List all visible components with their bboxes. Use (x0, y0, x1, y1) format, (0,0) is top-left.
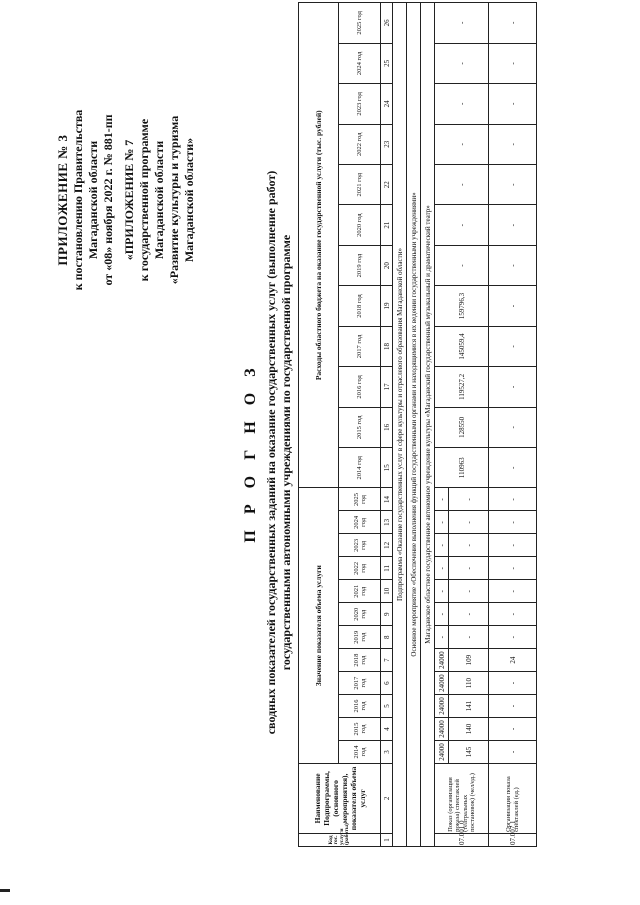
volume-cell: - (489, 740, 537, 763)
column-number: 17 (381, 367, 393, 407)
volume-cell: - (449, 534, 489, 557)
header-year: 2015 год (339, 407, 381, 447)
volume-cell: - (489, 603, 537, 626)
forecast-table (298, 2, 537, 847)
column-number: 26 (381, 3, 393, 44)
volume-cell: - (435, 557, 449, 580)
column-number: 25 (381, 43, 393, 83)
institution-row: Магаданское областное государственное автономное учреждение культуры «Магаданский государственный музыкальный и драматический театр» (421, 3, 435, 847)
row-name: Организация показа спектаклей (ед.) (489, 763, 537, 833)
volume-cell: 145 (449, 740, 489, 763)
volume-cell: 24000 (435, 695, 449, 718)
header-year: 2015 год (339, 718, 381, 741)
volume-cell: 141 (449, 695, 489, 718)
column-number: 11 (381, 557, 393, 580)
header-line: «Развитие культуры и туризма (167, 115, 182, 285)
header-year: 2023 год (339, 534, 381, 557)
column-number: 14 (381, 488, 393, 511)
budget-cell: - (489, 245, 537, 285)
volume-cell: - (435, 603, 449, 626)
header-code-label: Код гос. услуги (работы) (327, 823, 350, 845)
budget-cell: - (489, 164, 537, 204)
column-number: 20 (381, 245, 393, 285)
budget-cell: - (489, 286, 537, 326)
volume-cell: - (435, 534, 449, 557)
volume-cell: - (449, 580, 489, 603)
header-name: Наименование Подпрограммы, (основного мероприятия), показателя объема услуг (299, 763, 381, 833)
header-year: 2017 год (339, 672, 381, 695)
header-year: 2024 год (339, 43, 381, 83)
volume-cell: - (489, 695, 537, 718)
volume-cell: - (449, 626, 489, 649)
budget-cell: - (489, 84, 537, 124)
header-year: 2025 год (339, 488, 381, 511)
volume-cell: 24000 (435, 649, 449, 672)
header-line: от «08» ноября 2022 г. № 881-пп (101, 114, 116, 286)
header-year: 2021 год (339, 580, 381, 603)
volume-cell: - (489, 672, 537, 695)
column-number: 7 (381, 649, 393, 672)
budget-cell: - (435, 3, 489, 44)
volume-cell: - (489, 580, 537, 603)
document-title: П Р О Г Н О З (242, 362, 259, 543)
header-year: 2019 год (339, 626, 381, 649)
table-row (421, 3, 435, 847)
budget-cell: - (489, 326, 537, 366)
document-subtitle: государственными автономными учреждениями по государственной программе (279, 234, 293, 671)
column-number: 13 (381, 511, 393, 534)
budget-cell: - (489, 3, 537, 44)
budget-cell: - (435, 84, 489, 124)
column-number: 21 (381, 205, 393, 245)
header-year: 2022 год (339, 557, 381, 580)
document-header (55, 35, 197, 365)
volume-cell: - (449, 603, 489, 626)
header-year: 2018 год (339, 286, 381, 326)
column-number: 15 (381, 448, 393, 488)
column-number: 19 (381, 286, 393, 326)
document-subtitle: сводных показателей государственных заданий на оказание государственных услуг (выполнение работ) (264, 170, 278, 735)
volume-cell: - (489, 718, 537, 741)
budget-cell: - (489, 205, 537, 245)
header-year: 2024 год (339, 511, 381, 534)
table-row (393, 3, 407, 847)
column-number: 5 (381, 695, 393, 718)
header-year: 2025 год (339, 3, 381, 44)
column-number: 3 (381, 740, 393, 763)
budget-cell: - (489, 448, 537, 488)
column-number: 16 (381, 407, 393, 447)
header-code (299, 823, 381, 846)
volume-cell: 24000 (435, 672, 449, 695)
budget-cell: - (435, 124, 489, 164)
column-number-row (381, 3, 393, 847)
column-number: 8 (381, 626, 393, 649)
header-year: 2014 год (339, 448, 381, 488)
volume-cell: - (435, 626, 449, 649)
budget-cell: - (489, 367, 537, 407)
budget-cell: 128550 (435, 407, 489, 447)
column-number: 18 (381, 326, 393, 366)
volume-cell: 24000 (435, 740, 449, 763)
row-name: Показ (организация показа) спектаклей (театральных постановок) (чел/ед.) (435, 763, 489, 833)
volume-cell: 140 (449, 718, 489, 741)
table-row (489, 3, 537, 847)
column-number: 10 (381, 580, 393, 603)
appendix-number-2: «ПРИЛОЖЕНИЕ № 7 (122, 139, 137, 261)
year-header-row (339, 3, 381, 847)
column-number: 1 (381, 833, 393, 846)
appendix-number: ПРИЛОЖЕНИЕ № 3 (55, 134, 70, 266)
header-year: 2018 год (339, 649, 381, 672)
volume-cell: 110 (449, 672, 489, 695)
volume-cell: - (435, 488, 449, 511)
header-year: 2022 год (339, 124, 381, 164)
header-year: 2014 год (339, 740, 381, 763)
column-number: 9 (381, 603, 393, 626)
header-year: 2020 год (339, 603, 381, 626)
header-line: к государственной программе (137, 118, 152, 282)
budget-cell: 119527,2 (435, 367, 489, 407)
volume-cell: - (449, 557, 489, 580)
header-year: 2023 год (339, 84, 381, 124)
column-number: 12 (381, 534, 393, 557)
row-code: 07.001.0 (435, 833, 489, 846)
budget-cell: 110963 (435, 448, 489, 488)
volume-cell: 109 (449, 649, 489, 672)
header-year: 2021 год (339, 164, 381, 204)
subprogram-row: Подпрограмма «Оказание государственных услуг в сфере культуры и отраслевого образования Магаданской области» (393, 3, 407, 847)
header-year: 2019 год (339, 245, 381, 285)
volume-cell: - (435, 580, 449, 603)
volume-cell: - (449, 488, 489, 511)
volume-cell: 24000 (435, 718, 449, 741)
budget-cell: - (435, 164, 489, 204)
column-number: 6 (381, 672, 393, 695)
header-year: 2017 год (339, 326, 381, 366)
main-activity-row: Основное мероприятие «Обеспечение выполнения функций государственными органами и находящимися в их ведении государственными учреждениями» (407, 3, 421, 847)
volume-cell: - (489, 534, 537, 557)
column-number: 23 (381, 124, 393, 164)
scan-edge-line (0, 889, 10, 892)
volume-cell: - (435, 511, 449, 534)
budget-cell: - (489, 43, 537, 83)
header-line: Магаданской области (86, 140, 101, 260)
budget-cell: - (489, 407, 537, 447)
column-number: 22 (381, 164, 393, 204)
header-line: Магаданской области» (182, 137, 197, 263)
volume-cell: - (449, 511, 489, 534)
table-row (407, 3, 421, 847)
header-budget-group: Расходы областного бюджета на оказание государственной услуги (тыс. рублей) (299, 3, 339, 488)
volume-cell: - (489, 557, 537, 580)
budget-cell: - (435, 205, 489, 245)
column-number: 4 (381, 718, 393, 741)
volume-cell: 24 (489, 649, 537, 672)
budget-cell: - (489, 124, 537, 164)
header-year: 2016 год (339, 695, 381, 718)
volume-cell: - (489, 488, 537, 511)
header-year: 2020 год (339, 205, 381, 245)
header-line: к постановлению Правительства (71, 109, 86, 291)
budget-cell: - (435, 245, 489, 285)
header-volume-group: Значение показателя объема услуги (299, 488, 339, 763)
header-line: Магаданской области (152, 140, 167, 260)
volume-cell: - (489, 626, 537, 649)
header-year: 2016 год (339, 367, 381, 407)
budget-cell: - (435, 43, 489, 83)
column-number: 24 (381, 84, 393, 124)
table-row (435, 3, 449, 847)
row-code: 07.007.1 (489, 833, 537, 846)
column-number: 2 (381, 763, 393, 833)
budget-cell: 159796,3 (435, 286, 489, 326)
volume-cell: - (489, 511, 537, 534)
table-body (299, 3, 537, 847)
budget-cell: 145059,4 (435, 326, 489, 366)
